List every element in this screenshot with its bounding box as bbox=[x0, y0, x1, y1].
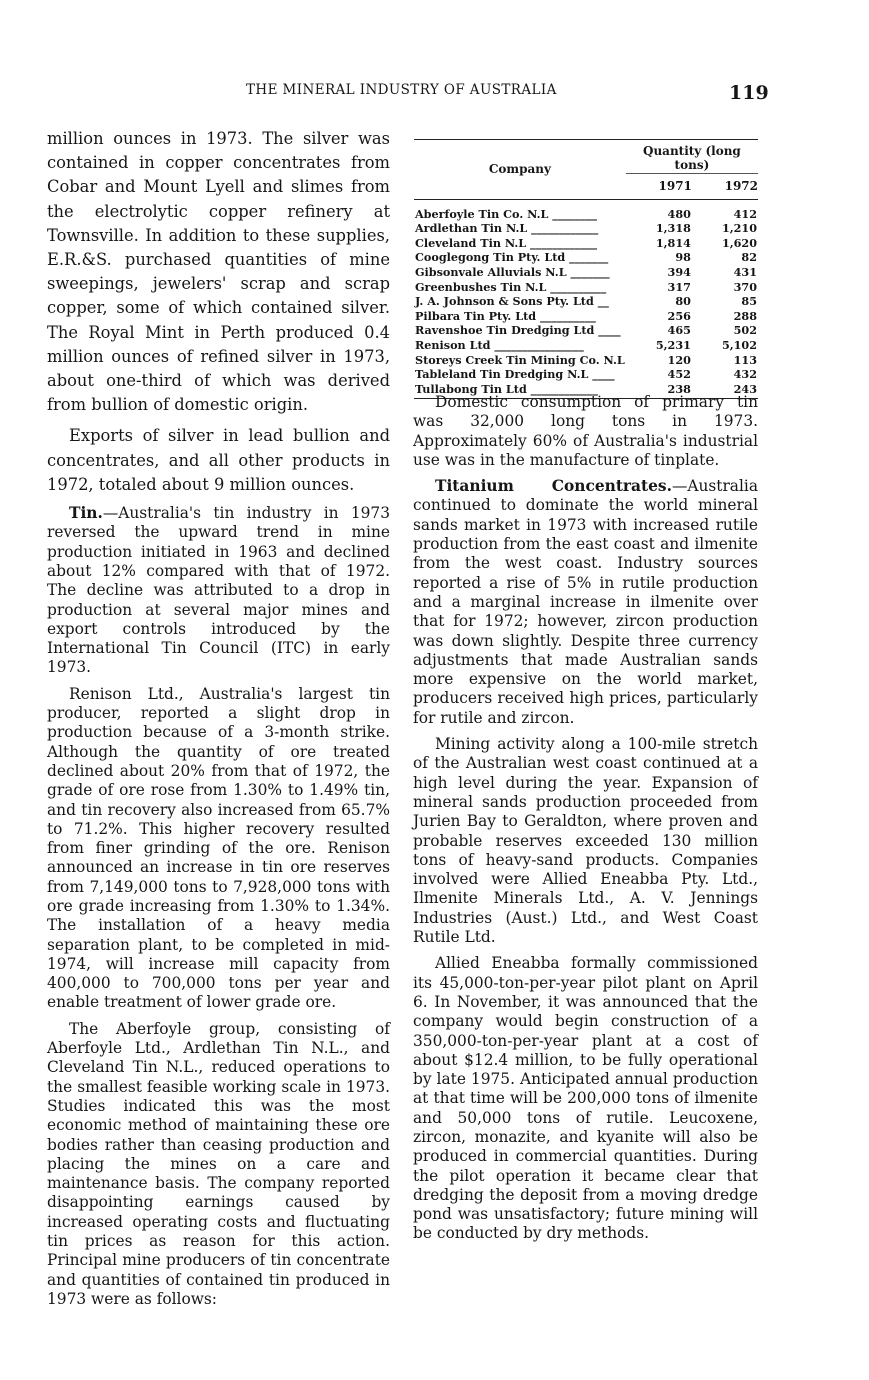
value-1972-cell: 85 bbox=[741, 294, 757, 309]
table-row bbox=[414, 280, 758, 295]
table-row bbox=[414, 309, 758, 324]
value-1971-cell: 465 bbox=[667, 323, 691, 338]
paragraph-allied-eneabba: Allied Eneabba formally commissioned its 45,000-ton-per-year pilot plant on April 6. In November, it was announced that the company would begin construction of a 350,000-ton-per-year plant at a cost of about $12.4 million, to be fully operational by late 1975. Anticipated annual production at that time will be 200,000 tons of ilmenite and 50,000 tons of rutile. Leucoxene, zircon, monazite, and kyanite will also be produced in commercial quantities. During the pilot operation it became clear that dredging the deposit from a moving dredge pond was unsatisfactory; future mining will be conducted by dry methods. bbox=[413, 954, 758, 1243]
value-1972-cell: 5,102 bbox=[721, 337, 757, 352]
company-cell: Ardlethan Tin N.L ____________ bbox=[415, 221, 599, 236]
value-1971-cell: 80 bbox=[675, 294, 691, 309]
company-cell: Ravenshoe Tin Dredging Ltd ____ bbox=[415, 323, 621, 338]
value-1972-cell: 243 bbox=[692, 382, 758, 399]
tin-text: —Australia's tin industry in 1973 reversed the upward trend in mine production initiated in 1963 and declined about 12% compared with that of 1972. The decline was attributed to a drop in production at several major mines and export controls introduced by the International Tin Council (ITC) in early 1973. bbox=[47, 504, 390, 677]
tin-run-in-head: Tin. bbox=[69, 504, 103, 523]
paragraph-renison: Renison Ltd., Australia's largest tin producer, reported a slight drop in production because of a 3-month strike. Although the quantity of ore treated declined about 20% from that of 1972, the grade of ore rose from 1.30% to 1.49% tin, and tin recovery also increased from 65.7% to 71.2%. This higher recovery resulted from finer grinding of the ore. Renison announced an increase in tin ore reserves from 7,149,000 tons to 7,928,000 tons with ore grade increasing from 1.30% to 1.34%. The installation of a heavy media separation plant, to be completed in mid-1974, will increase mill capacity from 400,000 to 700,000 tons per year and enable treatment of lower grade ore. bbox=[47, 684, 390, 1012]
column-header-1972: 1972 bbox=[692, 174, 758, 200]
company-cell: Cooglegong Tin Pty. Ltd _______ bbox=[415, 250, 609, 265]
table-row bbox=[414, 199, 758, 221]
table-row bbox=[414, 294, 758, 309]
value-1971-cell: 317 bbox=[667, 279, 691, 294]
titanium-run-in-head: Titanium Concentrates. bbox=[435, 477, 672, 496]
right-column bbox=[413, 393, 758, 1251]
paragraph-silver-exports: Exports of silver in lead bullion and concentrates, and all other products in 1972, totaled about 9 million ounces. bbox=[47, 426, 390, 494]
column-header-1971: 1971 bbox=[626, 174, 692, 200]
value-1971-cell: 452 bbox=[667, 367, 691, 382]
value-1972-cell: 432 bbox=[733, 367, 757, 382]
paragraph-aberfoyle: The Aberfoyle group, consisting of Aberfoyle Ltd., Ardlethan Tin N.L., and Cleveland Tin N.L., reduced operations to the smallest feasible working scale in 1973. Studies indicated this was the most economic method of maintaining these ore bodies rather than ceasing production and placing the mines on a care and maintenance basis. The company reported disappointing earnings caused by increased operating costs and fluctuating tin prices as reason for this action. Principal mine producers of tin concentrate and quantities of contained tin produced in 1973 were as follows: bbox=[47, 1019, 390, 1308]
table-row bbox=[414, 221, 758, 236]
table-row bbox=[414, 265, 758, 280]
company-cell: Greenbushes Tin N.L __________ bbox=[415, 279, 607, 294]
company-cell: Tullabong Tin Ltd ____________ bbox=[414, 382, 626, 399]
value-1972-cell: 1,620 bbox=[721, 235, 757, 250]
value-1972-cell: 412 bbox=[733, 206, 757, 221]
table-row bbox=[414, 250, 758, 265]
value-1972-cell: 431 bbox=[733, 264, 757, 279]
value-1972-cell: 113 bbox=[733, 352, 757, 367]
company-cell: Pilbara Tin Pty. Ltd __________ bbox=[415, 308, 596, 323]
table-body bbox=[414, 199, 758, 399]
value-1972-cell: 1,210 bbox=[721, 221, 757, 236]
table-row bbox=[414, 236, 758, 251]
value-1971-cell: 480 bbox=[667, 206, 691, 221]
page-number: 119 bbox=[729, 82, 769, 104]
table-row bbox=[414, 353, 758, 368]
titanium-text: —Australia continued to dominate the world mineral sands market in 1973 with increased rutile production from the east coast and ilmenite from the west coast. Industry sources reported a rise of 5% in rutile production and a marginal increase in ilmenite over that for 1972; however, zircon production was down slightly. Despite three currency adjustments that made Australian sands more expensive on the world market, producers received high prices, particularly for rutile and zircon. bbox=[413, 477, 758, 727]
left-column bbox=[47, 127, 390, 1316]
company-cell: Gibsonvale Alluvials N.L _______ bbox=[415, 264, 610, 279]
running-title: THE MINERAL INDUSTRY OF AUSTRALIA bbox=[246, 82, 557, 98]
table-row bbox=[414, 367, 758, 382]
paragraph-titanium bbox=[413, 477, 758, 728]
paragraph-tin bbox=[47, 504, 390, 678]
company-cell: Renison Ltd ________________ bbox=[415, 337, 584, 352]
value-1971-cell: 120 bbox=[667, 352, 691, 367]
value-1971-cell: 238 bbox=[626, 382, 692, 399]
table-row bbox=[414, 338, 758, 353]
column-header-quantity: Quantity (long tons) bbox=[642, 144, 741, 172]
tin-producers-table bbox=[414, 139, 758, 399]
company-cell: Cleveland Tin N.L ____________ bbox=[415, 235, 598, 250]
column-header-company: Company bbox=[488, 162, 551, 176]
value-1971-cell: 1,814 bbox=[655, 235, 691, 250]
value-1972-cell: 502 bbox=[733, 323, 757, 338]
value-1972-cell: 370 bbox=[733, 279, 757, 294]
value-1971-cell: 1,318 bbox=[655, 221, 691, 236]
value-1972-cell: 82 bbox=[741, 250, 757, 265]
company-cell: Tableland Tin Dredging N.L ____ bbox=[415, 367, 615, 382]
paragraph-silver-continued: million ounces in 1973. The silver was contained in copper concentrates from Cobar and Mount Lyell and slimes from the electrolytic copper refinery at Townsville. In addition to these supplies, E.R.&S. purchased quantities of mine sweepings, jewelers' scrap and scrap copper, some of which contained silver. The Royal Mint in Perth produced 0.4 million ounces of refined silver in 1973, about one-third of which was derived from bullion of domestic origin. bbox=[47, 129, 390, 415]
company-cell: Aberfoyle Tin Co. N.L ________ bbox=[415, 206, 598, 221]
table bbox=[414, 139, 758, 399]
company-cell: Storeys Creek Tin Mining Co. N.L bbox=[415, 352, 625, 367]
paragraph-domestic-consumption: Domestic consumption of primary tin was 32,000 long tons in 1973. Approximately 60% of Australia's industrial use was in the manufacture of tinplate. bbox=[413, 393, 758, 469]
value-1971-cell: 256 bbox=[667, 308, 691, 323]
table-row bbox=[414, 323, 758, 338]
value-1971-cell: 394 bbox=[667, 264, 691, 279]
value-1971-cell: 5,231 bbox=[655, 337, 691, 352]
paragraph-mining-activity: Mining activity along a 100-mile stretch of the Australian west coast continued at a high level during the year. Expansion of mineral sands production proceeded from Jurien Bay to Geraldton, where proven and probable reserves exceeded 130 million tons of heavy-sand products. Companies involved were Allied Eneabba Pty. Ltd., Ilmenite Minerals Ltd., A. V. Jennings Industries (Aust.) Ltd., and West Coast Rutile Ltd. bbox=[413, 735, 758, 947]
value-1972-cell: 288 bbox=[733, 308, 757, 323]
value-1971-cell: 98 bbox=[675, 250, 691, 265]
company-cell: J. A. Johnson & Sons Pty. Ltd __ bbox=[415, 294, 609, 309]
